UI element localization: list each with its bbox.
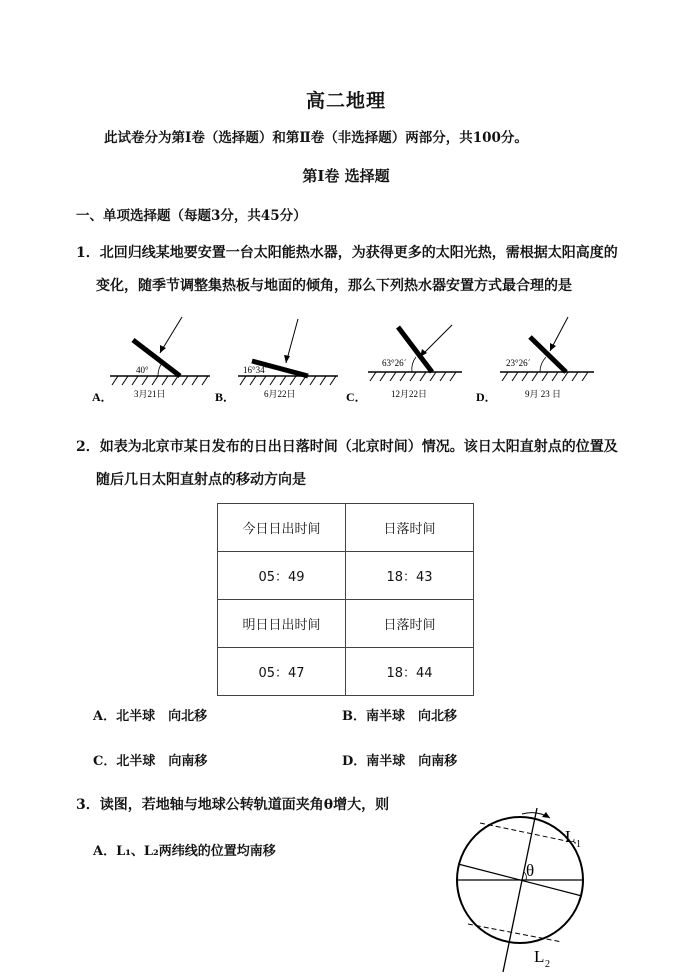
l2-subscript: 2 xyxy=(545,959,550,970)
q1-a-angle: 40° xyxy=(136,365,149,375)
q3-stem: 3．读图，若地轴与地球公转轨道面夹角θ增大，则 xyxy=(76,797,390,813)
table-cell: 明日日出时间 xyxy=(218,600,346,648)
q1-a-letter: A． xyxy=(92,390,113,404)
q1-a-date: 3月21日 xyxy=(134,389,166,399)
l1-label: L xyxy=(565,827,576,846)
q1-stem-line1: 1．北回归线某地要安置一台太阳能热水器，为获得更多的太阳光热，需根据太阳高度的 xyxy=(76,245,618,261)
q1-stem-line2: 变化，随季节调整集热板与地面的倾角，那么下列热水器安置方式最合理的是 xyxy=(96,278,572,294)
q1-option-d-figure xyxy=(476,317,594,404)
table-row xyxy=(218,552,474,600)
table-row xyxy=(218,648,474,696)
table-cell: 日落时间 xyxy=(346,504,474,552)
table-cell: 05：47 xyxy=(218,648,346,696)
section-heading: 第Ⅰ卷 选择题 xyxy=(302,167,390,185)
q2-stem-line1: 2．如表为北京市某日发布的日出日落时间（北京时间）情况。该日太阳直射点的位置及 xyxy=(76,439,618,455)
q1-b-letter: B． xyxy=(215,390,236,404)
sunrise-sunset-table xyxy=(217,503,474,696)
q1-figure xyxy=(0,305,692,415)
q1-option-c-figure xyxy=(346,325,462,404)
q1-b-angle: 16°34´ xyxy=(243,365,268,375)
theta-label: θ xyxy=(526,861,535,880)
q1-option-a-figure xyxy=(92,317,210,404)
l1-subscript: 1 xyxy=(576,839,581,850)
l2-label: L xyxy=(534,947,545,966)
q2-option-a: A．北半球 向北移 xyxy=(93,709,208,724)
q1-b-date: 6月22日 xyxy=(264,389,296,399)
q1-option-b-figure xyxy=(215,319,338,404)
exam-intro: 此试卷分为第Ⅰ卷（选择题）和第Ⅱ卷（非选择题）两部分，共100分。 xyxy=(104,130,528,146)
table-cell: 18：43 xyxy=(346,552,474,600)
page-title: 高二地理 xyxy=(305,90,386,112)
part-heading: 一、单项选择题（每题3分，共45分） xyxy=(76,208,307,224)
q1-c-angle: 63°26´ xyxy=(382,358,407,368)
table-row xyxy=(218,600,474,648)
table-cell: 18：44 xyxy=(346,648,474,696)
q1-d-letter: D． xyxy=(476,390,497,404)
q1-d-date: 9月 23 日 xyxy=(525,389,562,399)
q3-earth-figure xyxy=(440,800,630,978)
table-row xyxy=(218,504,474,552)
q1-c-date: 12月22日 xyxy=(391,389,428,399)
q2-option-d: D．南半球 向南移 xyxy=(342,754,458,769)
q1-d-angle: 23°26´ xyxy=(506,358,531,368)
table-cell: 今日日出时间 xyxy=(218,504,346,552)
q2-stem-line2: 随后几日太阳直射点的移动方向是 xyxy=(96,472,306,488)
table-cell: 05：49 xyxy=(218,552,346,600)
q2-option-c: C．北半球 向南移 xyxy=(93,754,208,769)
q3-option-a: A．L₁、L₂两纬线的位置均南移 xyxy=(93,844,276,859)
table-cell: 日落时间 xyxy=(346,600,474,648)
q2-option-b: B．南半球 向北移 xyxy=(342,709,457,724)
q1-c-letter: C． xyxy=(346,390,367,404)
